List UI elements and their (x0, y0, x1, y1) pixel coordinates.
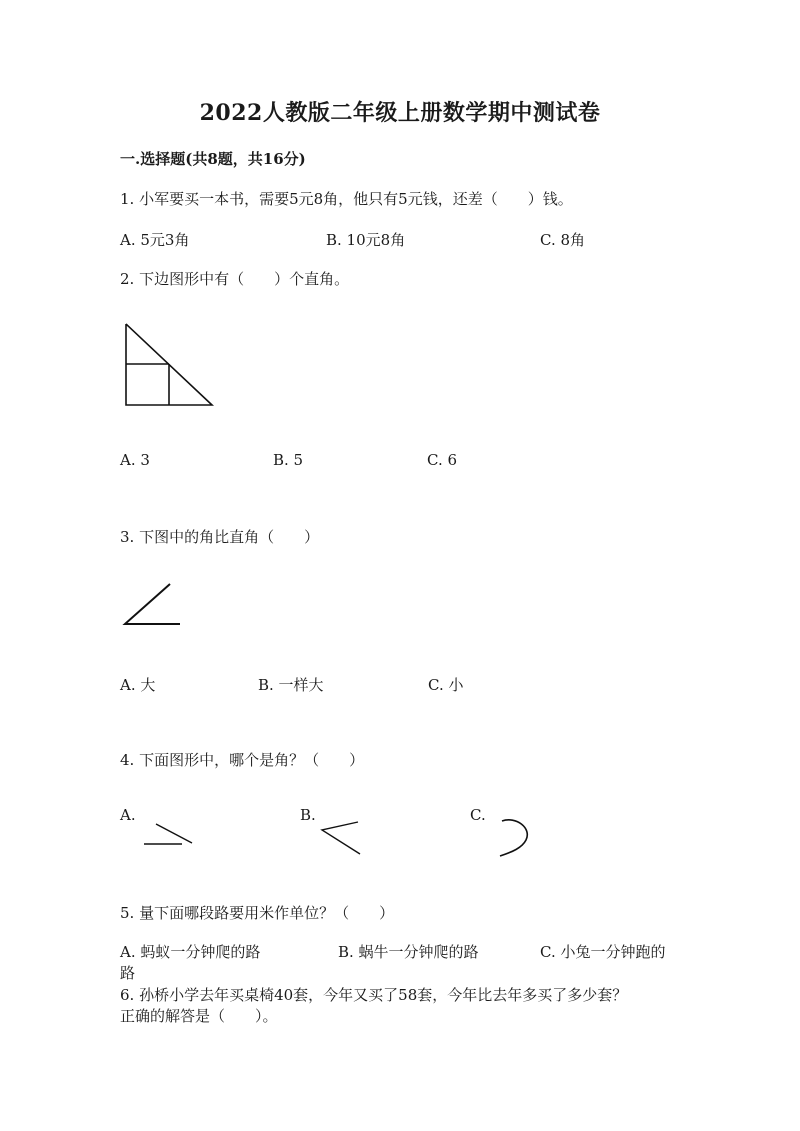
question-3-option-c: C. 小 (428, 676, 464, 694)
right-triangle-with-square-figure (118, 318, 218, 410)
question-6-stem: 6. 孙桥小学去年买桌椅40套，今年又买了58套，今年比去年多买了多少套？ (120, 986, 628, 1004)
question-4-option-c: C. (470, 806, 486, 824)
page-title: 2022人教版二年级上册数学期中测试卷 (199, 100, 601, 126)
section-heading: 一.选择题(共8题，共16分) (120, 150, 306, 168)
angle-figure (316, 818, 366, 858)
question-5-stem: 5. 量下面哪段路要用米作单位？（ ） (120, 904, 395, 922)
question-5-option-c: C. 小兔一分钟跑的 (540, 943, 666, 961)
question-1-option-b: B. 10元8角 (326, 231, 406, 249)
question-3-option-b: B. 一样大 (258, 676, 324, 694)
question-2-option-b: B. 5 (273, 451, 304, 469)
question-2-option-a: A. 3 (120, 451, 150, 469)
question-3-stem: 3. 下图中的角比直角（ ） (120, 528, 320, 546)
question-4-stem: 4. 下面图形中，哪个是角？（ ） (120, 751, 365, 769)
question-2-stem: 2. 下边图形中有（ ）个直角。 (120, 270, 350, 288)
question-1-stem: 1. 小军要买一本书，需要5元8角，他只有5元钱，还差（ ）钱。 (120, 190, 573, 208)
question-4-option-b: B. (300, 806, 316, 824)
question-4-option-a: A. (120, 806, 136, 824)
question-1-option-c: C. 8角 (540, 231, 586, 249)
question-1-option-a: A. 5元3角 (120, 231, 190, 249)
acute-angle-figure (118, 578, 188, 630)
question-5-option-b: B. 蜗牛一分钟爬的路 (338, 943, 479, 961)
curved-line-figure (492, 814, 538, 862)
separated-lines-figure (140, 818, 198, 852)
question-2-option-c: C. 6 (427, 451, 458, 469)
question-3-option-a: A. 大 (120, 676, 156, 694)
question-6-stem-wrap: 正确的解答是（ ）。 (120, 1007, 278, 1025)
question-5-option-a: A. 蚂蚁一分钟爬的路 (120, 943, 261, 961)
question-5-option-c-wrap: 路 (120, 964, 136, 982)
